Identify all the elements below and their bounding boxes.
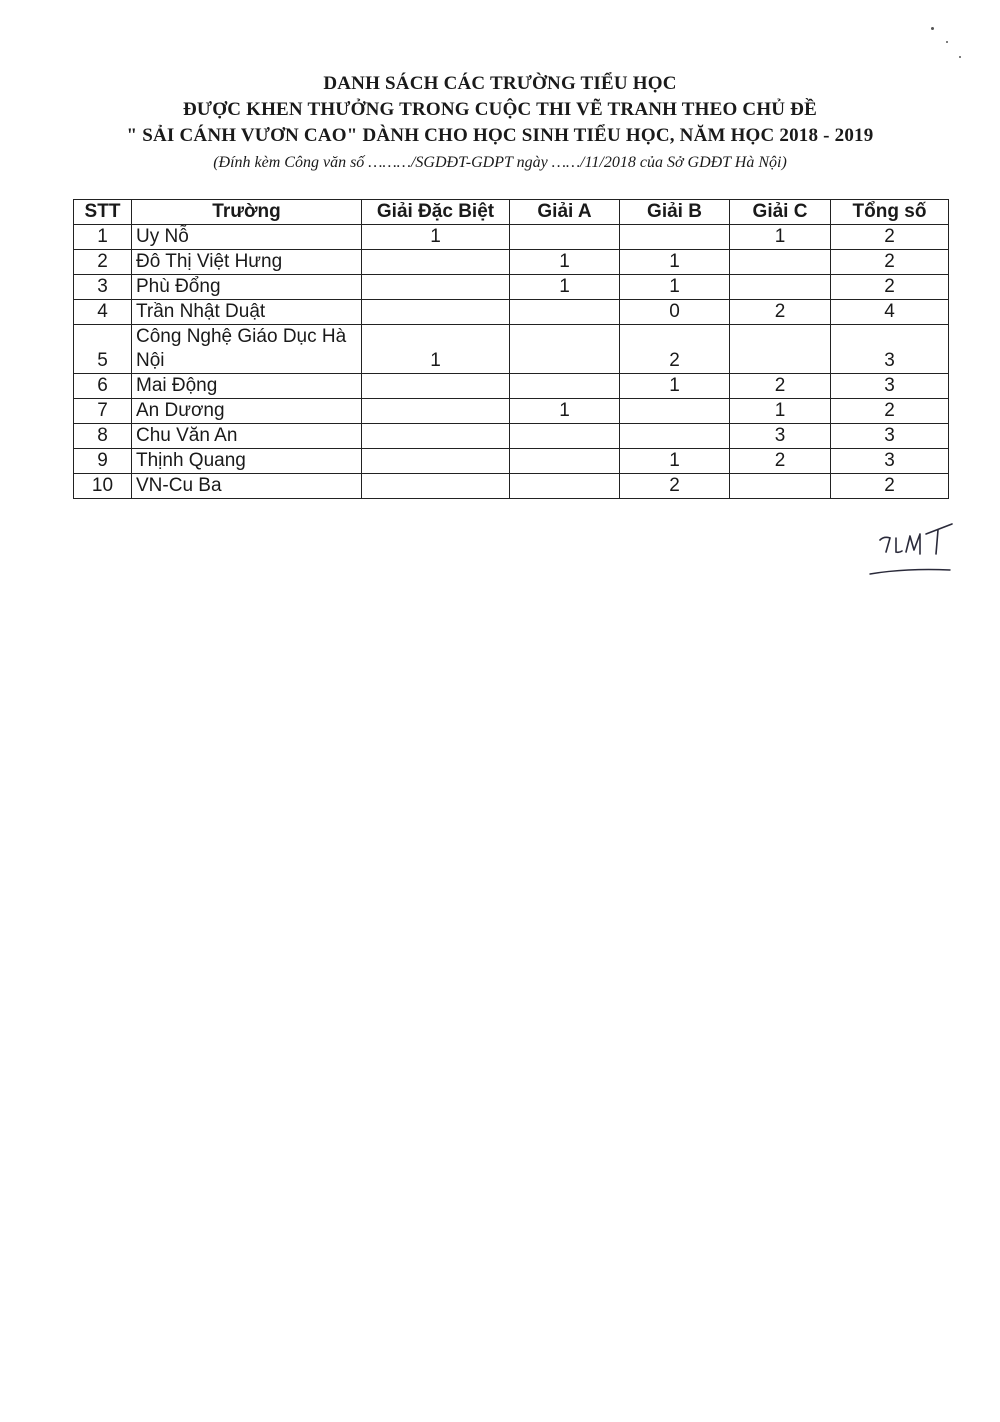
- row-school: Phù Đổng: [132, 275, 362, 300]
- table-row: [74, 449, 949, 474]
- document-title-line-1: DANH SÁCH CÁC TRƯỜNG TIỂU HỌC: [323, 73, 677, 94]
- row-prize-b: 2: [620, 474, 730, 499]
- row-special-prize: [362, 250, 510, 275]
- row-prize-a: 1: [510, 250, 620, 275]
- row-special-prize: [362, 424, 510, 449]
- row-prize-c: 1: [730, 225, 831, 250]
- row-total: 4: [831, 300, 949, 325]
- document-attachment-note: (Đính kèm Công văn số ………/SGDĐT-GDPT ngày ……/11/2018 của Sở GDĐT Hà Nội): [213, 154, 787, 171]
- row-total: 3: [831, 449, 949, 474]
- row-prize-c: 2: [730, 374, 831, 399]
- row-school: VN-Cu Ba: [132, 474, 362, 499]
- row-special-prize: [362, 474, 510, 499]
- table-row: [74, 225, 949, 250]
- row-prize-c: 3: [730, 424, 831, 449]
- row-school: Công Nghệ Giáo Dục Hà Nội: [132, 325, 362, 374]
- table-header-row: [74, 200, 949, 225]
- table-row: [74, 300, 949, 325]
- row-total: 2: [831, 474, 949, 499]
- column-header-prize-b: Giải B: [620, 200, 730, 225]
- table-row: [74, 424, 949, 449]
- row-prize-a: [510, 325, 620, 374]
- row-special-prize: [362, 399, 510, 424]
- row-stt: 9: [74, 449, 132, 474]
- row-stt: 8: [74, 424, 132, 449]
- row-prize-b: 1: [620, 449, 730, 474]
- row-prize-a: 1: [510, 399, 620, 424]
- row-prize-c: 2: [730, 300, 831, 325]
- row-stt: 4: [74, 300, 132, 325]
- row-prize-b: [620, 424, 730, 449]
- table-row: [74, 399, 949, 424]
- row-stt: 5: [74, 325, 132, 374]
- column-header-school: Trường: [132, 200, 362, 225]
- row-prize-b: 2: [620, 325, 730, 374]
- row-stt: 10: [74, 474, 132, 499]
- row-prize-b: 1: [620, 250, 730, 275]
- scan-speck: [959, 56, 961, 58]
- table-row: [74, 374, 949, 399]
- row-special-prize: [362, 275, 510, 300]
- row-school: Mai Động: [132, 374, 362, 399]
- table-row: [74, 275, 949, 300]
- row-stt: 3: [74, 275, 132, 300]
- row-special-prize: [362, 374, 510, 399]
- row-school: Chu Văn An: [132, 424, 362, 449]
- scan-speck: [946, 41, 948, 43]
- row-prize-b: 1: [620, 374, 730, 399]
- row-special-prize: [362, 449, 510, 474]
- row-prize-b: 0: [620, 300, 730, 325]
- row-school: Trần Nhật Duật: [132, 300, 362, 325]
- row-prize-a: [510, 374, 620, 399]
- row-total: 2: [831, 399, 949, 424]
- row-special-prize: 1: [362, 225, 510, 250]
- handwritten-signature: [866, 518, 956, 578]
- row-prize-b: [620, 225, 730, 250]
- row-prize-b: [620, 399, 730, 424]
- column-header-prize-a: Giải A: [510, 200, 620, 225]
- row-school: Uy Nỗ: [132, 225, 362, 250]
- row-prize-c: [730, 275, 831, 300]
- row-total: 2: [831, 250, 949, 275]
- row-prize-c: 1: [730, 399, 831, 424]
- row-total: 3: [831, 424, 949, 449]
- row-prize-a: [510, 225, 620, 250]
- row-school: An Dương: [132, 399, 362, 424]
- row-prize-a: [510, 300, 620, 325]
- row-total: 3: [831, 325, 949, 374]
- table-row: [74, 250, 949, 275]
- row-prize-c: [730, 474, 831, 499]
- row-prize-a: [510, 449, 620, 474]
- row-stt: 1: [74, 225, 132, 250]
- column-header-special-prize: Giải Đặc Biệt: [362, 200, 510, 225]
- row-special-prize: 1: [362, 325, 510, 374]
- row-prize-c: [730, 250, 831, 275]
- row-prize-a: 1: [510, 275, 620, 300]
- row-stt: 2: [74, 250, 132, 275]
- column-header-prize-c: Giải C: [730, 200, 831, 225]
- row-prize-c: 2: [730, 449, 831, 474]
- row-prize-a: [510, 474, 620, 499]
- column-header-stt: STT: [74, 200, 132, 225]
- awards-table: [73, 199, 949, 499]
- table-row: [74, 474, 949, 499]
- table-row: [74, 325, 949, 374]
- scan-speck: [931, 27, 934, 30]
- row-school: Thịnh Quang: [132, 449, 362, 474]
- document-title-line-3: " SẢI CÁNH VƯƠN CAO" DÀNH CHO HỌC SINH TIỂU HỌC, NĂM HỌC 2018 - 2019: [126, 125, 874, 146]
- row-school: Đô Thị Việt Hưng: [132, 250, 362, 275]
- document-title-line-2: ĐƯỢC KHEN THƯỞNG TRONG CUỘC THI VẼ TRANH THEO CHỦ ĐỀ: [183, 99, 817, 120]
- column-header-total: Tổng số: [831, 200, 949, 225]
- row-total: 2: [831, 275, 949, 300]
- row-prize-c: [730, 325, 831, 374]
- row-stt: 6: [74, 374, 132, 399]
- row-special-prize: [362, 300, 510, 325]
- row-stt: 7: [74, 399, 132, 424]
- row-prize-a: [510, 424, 620, 449]
- row-total: 2: [831, 225, 949, 250]
- row-total: 3: [831, 374, 949, 399]
- row-prize-b: 1: [620, 275, 730, 300]
